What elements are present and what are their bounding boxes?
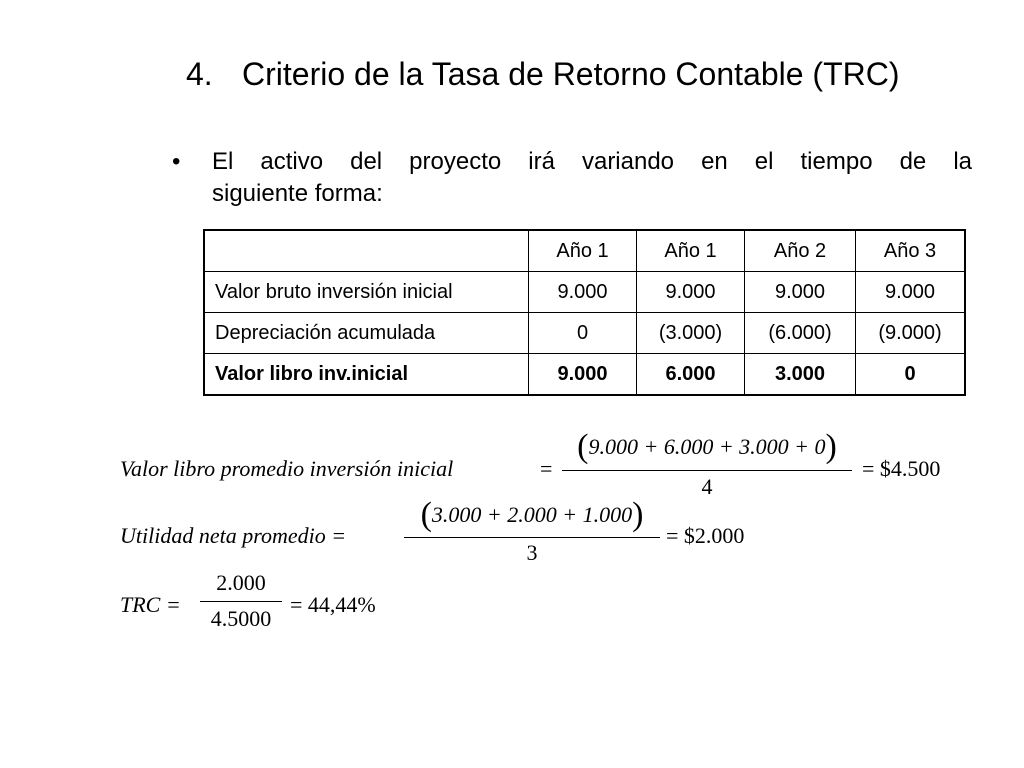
row-label: Valor libro inv.inicial	[204, 354, 529, 396]
table-cell: 9.000	[637, 272, 745, 313]
formula-1-fraction	[562, 428, 852, 498]
formula-3-lhs: TRC =	[120, 592, 181, 617]
formula-1-equals: =	[540, 456, 553, 481]
table-cell: 0	[529, 313, 637, 354]
table-cell: 9.000	[856, 272, 966, 313]
formula-1-result: = $4.500	[862, 456, 941, 481]
header-cell: Año 3	[856, 230, 966, 272]
formula-1-lhs: Valor libro promedio inversión inicial	[120, 456, 454, 481]
table-cell: (6.000)	[745, 313, 856, 354]
formula-1-denominator: 4	[701, 474, 713, 499]
formula-3-result: = 44,44%	[290, 592, 376, 617]
title-number: 4.	[186, 56, 213, 92]
formula-2-denominator: 3	[526, 540, 538, 565]
formula-2-numerator-text: 3.000 + 2.000 + 1.000	[431, 502, 633, 527]
table-cell: 9.000	[529, 354, 637, 396]
header-cell: Año 1	[529, 230, 637, 272]
table-cell: 0	[856, 354, 966, 396]
row-label: Depreciación acumulada	[204, 313, 529, 354]
bullet-line-2: siguiente forma:	[212, 180, 383, 207]
header-cell: Año 1	[637, 230, 745, 272]
fraction-bar	[404, 537, 660, 538]
formula-2-lhs: Utilidad neta promedio =	[120, 523, 347, 548]
formula-3-fraction	[200, 570, 282, 636]
title-text: Criterio de la Tasa de Retorno Contable (TRC)	[242, 56, 900, 92]
formula-2-result: = $2.000	[666, 523, 745, 548]
fraction-bar	[200, 601, 282, 602]
formula-1-numerator: (9.000 + 6.000 + 3.000 + 0)	[577, 428, 837, 465]
fraction-bar	[562, 470, 852, 471]
formula-2-numerator: (3.000 + 2.000 + 1.000)	[420, 496, 644, 533]
bullet-dot: •	[172, 148, 181, 175]
table-cell: (3.000)	[637, 313, 745, 354]
formula-3-numerator: 2.000	[216, 570, 266, 595]
table-cell: 9.000	[529, 272, 637, 313]
formula-3-denominator: 4.5000	[210, 606, 272, 631]
formula-2-fraction	[404, 496, 660, 566]
table-cell: 3.000	[745, 354, 856, 396]
bullet-line-1: El activo del proyecto irá variando en el tiempo de la	[212, 148, 972, 175]
table-cell: (9.000)	[856, 313, 966, 354]
table-cell: 9.000	[745, 272, 856, 313]
header-cell: Año 2	[745, 230, 856, 272]
table-cell: 6.000	[637, 354, 745, 396]
row-label: Valor bruto inversión inicial	[204, 272, 529, 313]
formula-1-numerator-text: 9.000 + 6.000 + 3.000 + 0	[588, 434, 826, 459]
